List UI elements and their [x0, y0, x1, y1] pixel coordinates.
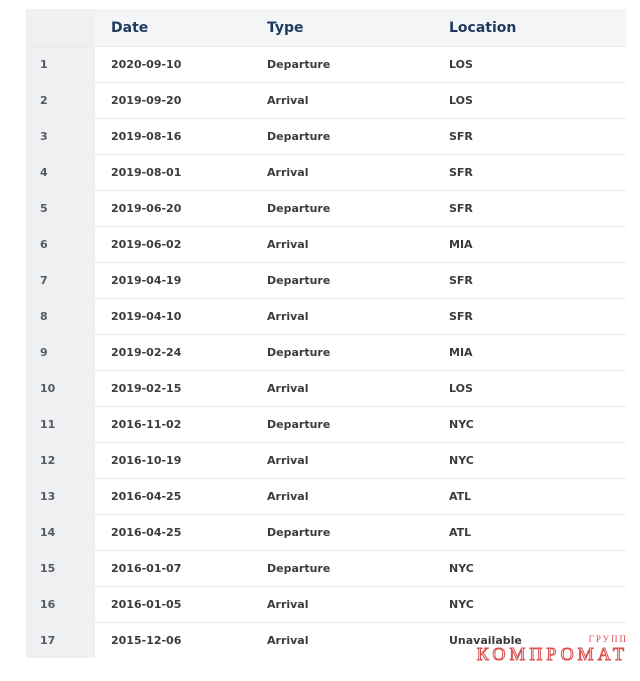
- table-row: [26, 263, 626, 299]
- row-type: Arrival: [267, 634, 309, 647]
- table-row: [26, 47, 626, 83]
- row-type: Departure: [251, 263, 433, 299]
- row-location: NYC: [433, 587, 626, 623]
- table-row: [26, 155, 626, 191]
- table-row: [26, 227, 626, 263]
- row-date: 2019-06-20: [95, 191, 251, 227]
- row-type: Arrival: [251, 227, 433, 263]
- row-type: Arrival: [251, 479, 433, 515]
- table-row: [26, 515, 626, 551]
- row-date: 2020-09-10: [95, 47, 251, 83]
- row-type: Arrival: [251, 155, 433, 191]
- row-index: 17: [26, 623, 95, 659]
- row-index: 1: [26, 47, 95, 83]
- row-type: Departure: [251, 191, 433, 227]
- row-type: Arrival: [251, 371, 433, 407]
- row-date: 2019-08-16: [95, 119, 251, 155]
- row-location: Unavailable: [449, 634, 522, 647]
- row-date: 2016-04-25: [95, 479, 251, 515]
- row-date: 2019-04-10: [95, 299, 251, 335]
- row-location: NYC: [433, 443, 626, 479]
- row-location: LOS: [433, 47, 626, 83]
- row-index: 7: [26, 263, 95, 299]
- row-index: 11: [26, 407, 95, 443]
- table-header-row: [26, 9, 626, 47]
- row-date: 2019-04-19: [95, 263, 251, 299]
- row-index: 6: [26, 227, 95, 263]
- row-date: 2016-11-02: [95, 407, 251, 443]
- table-row: [26, 299, 626, 335]
- row-date: 2019-08-01: [95, 155, 251, 191]
- row-location: LOS: [433, 371, 626, 407]
- row-index: 10: [26, 371, 95, 407]
- watermark-small-text: ГРУПП: [588, 634, 628, 644]
- row-type: Departure: [251, 119, 433, 155]
- table-row: [26, 83, 626, 119]
- table-row: [26, 443, 626, 479]
- row-location: LOS: [433, 83, 626, 119]
- row-index: 8: [26, 299, 95, 335]
- kompromat-watermark-logo: [477, 635, 628, 663]
- row-date: 2019-06-02: [95, 227, 251, 263]
- watermark-big-text: КОМПРОМАТ: [476, 644, 628, 664]
- row-date: 2016-10-19: [95, 443, 251, 479]
- row-location: MIA: [433, 335, 626, 371]
- row-location: MIA: [433, 227, 626, 263]
- row-type: Departure: [251, 47, 433, 83]
- index-column-header: [26, 9, 95, 47]
- row-type: Departure: [251, 335, 433, 371]
- row-index: 13: [26, 479, 95, 515]
- row-index: 12: [26, 443, 95, 479]
- row-location: NYC: [433, 407, 626, 443]
- row-type: Arrival: [251, 299, 433, 335]
- row-type: Departure: [251, 407, 433, 443]
- row-type: Departure: [251, 551, 433, 587]
- date-column-header[interactable]: Date: [95, 9, 251, 47]
- row-location: SFR: [433, 299, 626, 335]
- row-location: ATL: [433, 515, 626, 551]
- row-date: 2016-01-07: [95, 551, 251, 587]
- row-location: SFR: [433, 155, 626, 191]
- row-location: NYC: [433, 551, 626, 587]
- row-date: 2016-01-05: [95, 587, 251, 623]
- row-type: Arrival: [251, 83, 433, 119]
- row-location: SFR: [433, 119, 626, 155]
- row-index: 9: [26, 335, 95, 371]
- row-index: 4: [26, 155, 95, 191]
- table-row: [26, 407, 626, 443]
- row-location: ATL: [433, 479, 626, 515]
- row-index: 2: [26, 83, 95, 119]
- location-column-header[interactable]: Location: [433, 9, 626, 47]
- row-date: 2019-02-24: [95, 335, 251, 371]
- table-row: [26, 371, 626, 407]
- table-row: [26, 335, 626, 371]
- table-row: [26, 551, 626, 587]
- type-column-header[interactable]: Type: [251, 9, 433, 47]
- row-location: SFR: [433, 191, 626, 227]
- row-index: 14: [26, 515, 95, 551]
- row-index: 5: [26, 191, 95, 227]
- row-type: Arrival: [251, 443, 433, 479]
- row-index: 3: [26, 119, 95, 155]
- travel-records-table: [26, 9, 626, 658]
- row-index: 15: [26, 551, 95, 587]
- table-row: [26, 587, 626, 623]
- row-type: Arrival: [251, 587, 433, 623]
- table-row: [26, 119, 626, 155]
- table-body: [26, 47, 626, 659]
- row-date: 2019-02-15: [95, 371, 251, 407]
- table-row: [26, 479, 626, 515]
- table-row: [26, 191, 626, 227]
- row-type: Departure: [251, 515, 433, 551]
- row-index: 16: [26, 587, 95, 623]
- row-location: SFR: [433, 263, 626, 299]
- row-date: 2015-12-06: [111, 634, 182, 647]
- row-date: 2019-09-20: [95, 83, 251, 119]
- row-date: 2016-04-25: [95, 515, 251, 551]
